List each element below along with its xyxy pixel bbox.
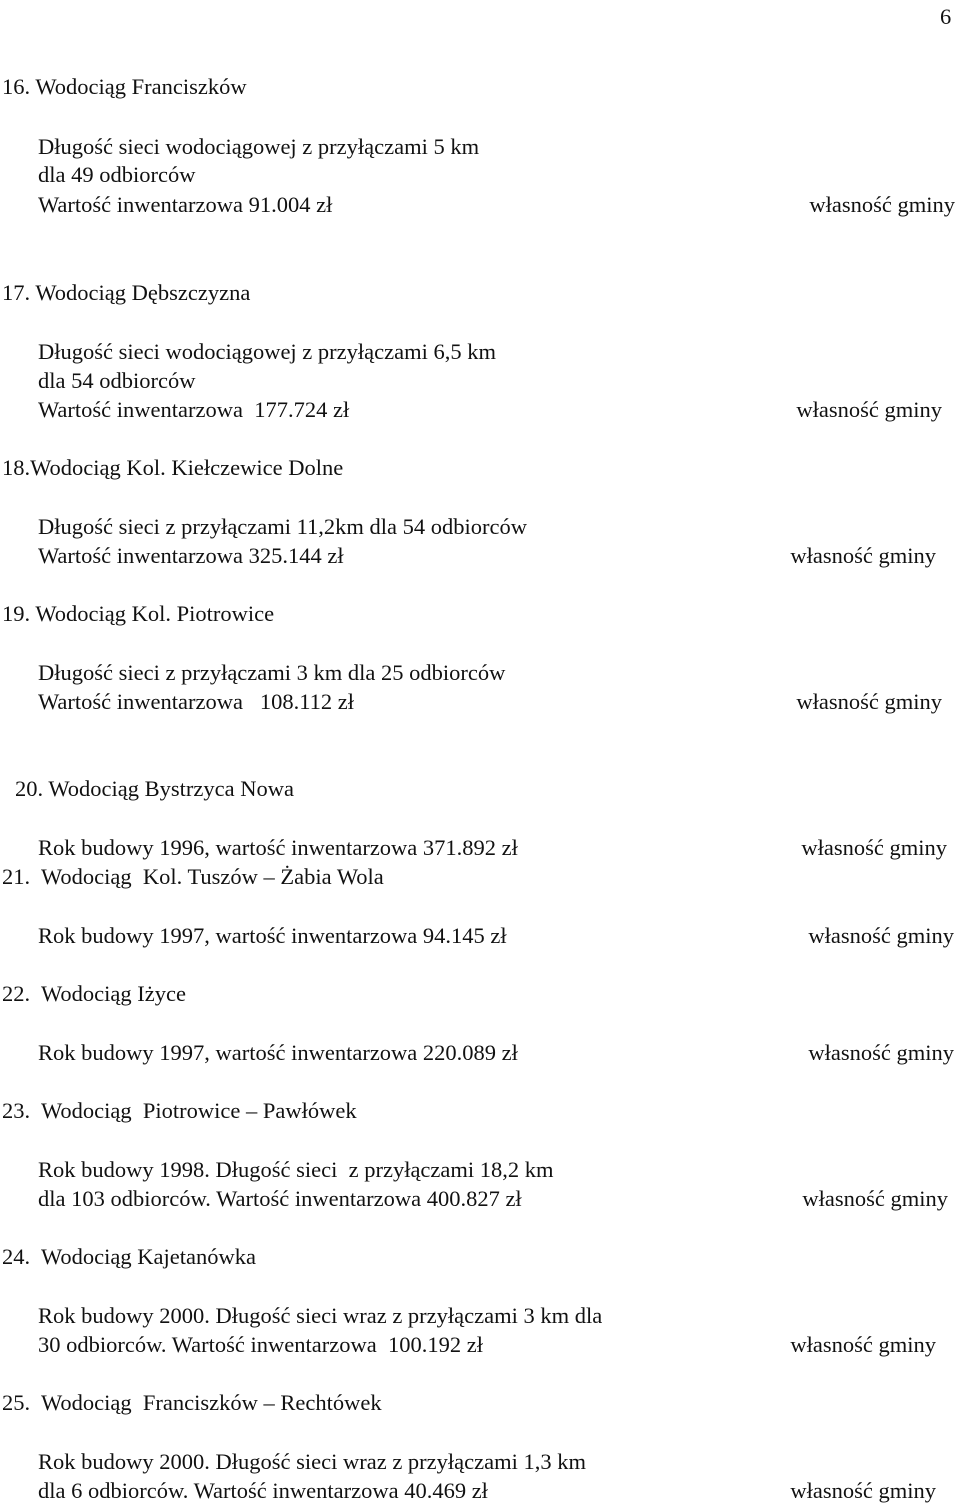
entry-line: Długość sieci z przyłączami 3 km dla 25 odbiorców (38, 660, 506, 685)
entry-line: dla 6 odbiorców. Wartość inwentarzowa 40.469 zł (38, 1478, 488, 1503)
ownership-label: własność gminy (808, 923, 954, 948)
entry-heading: 24. Wodociąg Kajetanówka (2, 1244, 256, 1269)
entry-line: 30 odbiorców. Wartość inwentarzowa 100.192 zł (38, 1332, 483, 1357)
entry-heading: 20. Wodociąg Bystrzyca Nowa (15, 776, 294, 801)
entry-heading: 18.Wodociąg Kol. Kiełczewice Dolne (2, 455, 344, 480)
ownership-label: własność gminy (796, 397, 942, 422)
entry-line: dla 54 odbiorców (38, 368, 196, 393)
ownership-label: własność gminy (790, 1478, 936, 1503)
page-number: 6 (940, 4, 952, 29)
ownership-label: własność gminy (796, 689, 942, 714)
entry-line: Wartość inwentarzowa 177.724 zł (38, 397, 350, 422)
entry-line: Rok budowy 1996, wartość inwentarzowa 371.892 zł (38, 835, 518, 860)
ownership-label: własność gminy (802, 1186, 948, 1211)
entry-line: Rok budowy 1997, wartość inwentarzowa 220.089 zł (38, 1040, 518, 1065)
entry-line: dla 103 odbiorców. Wartość inwentarzowa 400.827 zł (38, 1186, 522, 1211)
entry-heading: 22. Wodociąg Iżyce (2, 981, 186, 1006)
entry-line: Wartość inwentarzowa 91.004 zł (38, 192, 333, 217)
entry-heading: 25. Wodociąg Franciszków – Rechtówek (2, 1390, 382, 1415)
entry-heading: 19. Wodociąg Kol. Piotrowice (2, 601, 275, 626)
entry-line: dla 49 odbiorców (38, 162, 196, 187)
ownership-label: własność gminy (801, 835, 947, 860)
entry-line: Rok budowy 2000. Długość sieci wraz z przyłączami 3 km dla (38, 1303, 603, 1328)
entry-line: Rok budowy 1997, wartość inwentarzowa 94.145 zł (38, 923, 507, 948)
entry-heading: 23. Wodociąg Piotrowice – Pawłówek (2, 1098, 357, 1123)
entry-heading: 16. Wodociąg Franciszków (2, 74, 247, 99)
entry-heading: 17. Wodociąg Dębszczyzna (2, 280, 251, 305)
ownership-label: własność gminy (790, 1332, 936, 1357)
ownership-label: własność gminy (790, 543, 936, 568)
entry-line: Długość sieci z przyłączami 11,2km dla 54 odbiorców (38, 514, 528, 539)
entry-line: Długość sieci wodociągowej z przyłączami 5 km (38, 134, 480, 159)
entry-line: Długość sieci wodociągowej z przyłączami 6,5 km (38, 339, 496, 364)
entry-heading: 21. Wodociąg Kol. Tuszów – Żabia Wola (2, 864, 384, 889)
entry-line: Rok budowy 1998. Długość sieci z przyłączami 18,2 km (38, 1157, 554, 1182)
entry-line: Wartość inwentarzowa 108.112 zł (38, 689, 354, 714)
entry-line: Rok budowy 2000. Długość sieci wraz z przyłączami 1,3 km (38, 1449, 586, 1474)
entry-line: Wartość inwentarzowa 325.144 zł (38, 543, 344, 568)
ownership-label: własność gminy (809, 192, 955, 217)
ownership-label: własność gminy (808, 1040, 954, 1065)
